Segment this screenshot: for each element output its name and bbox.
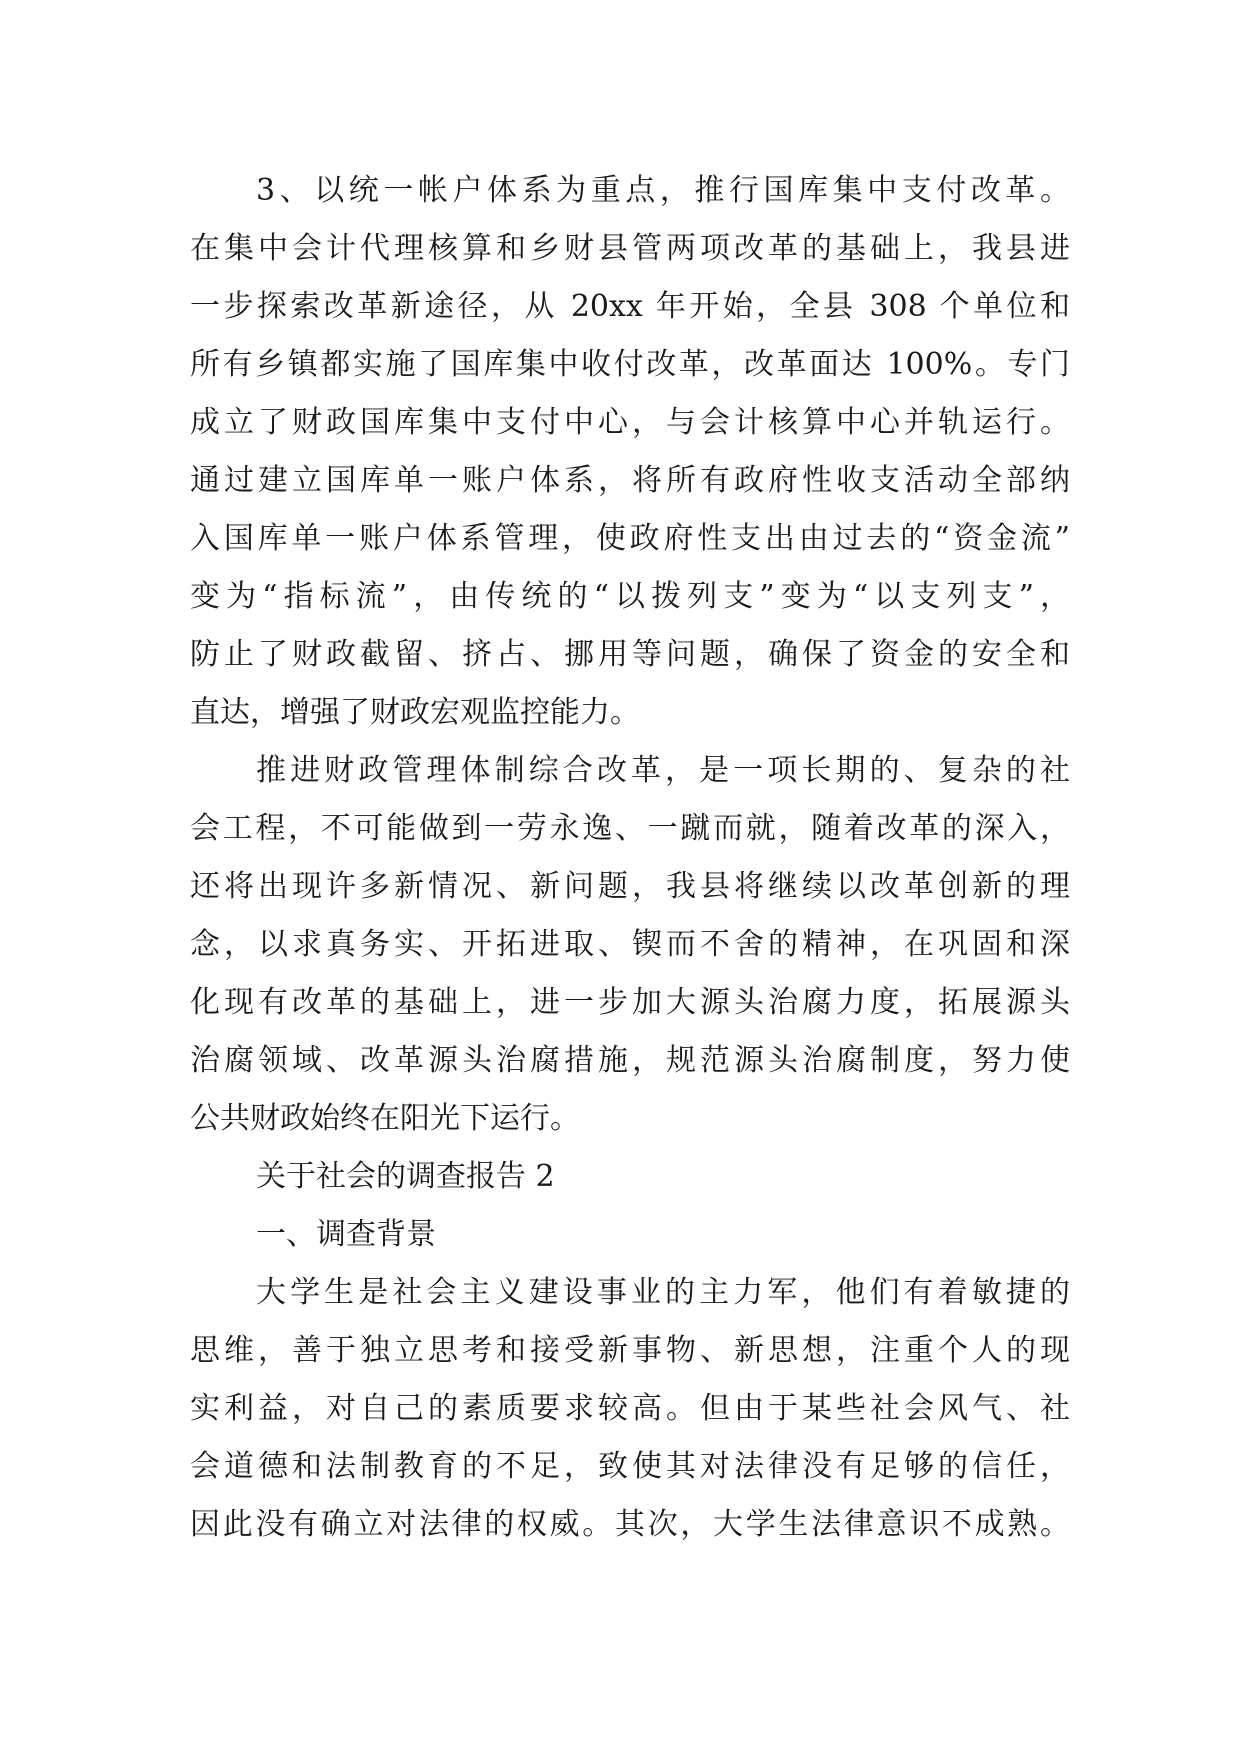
text-line: 一步探索改革新途径，从 20xx 年开始，全县 308 个单位和: [190, 289, 1070, 324]
text-line: 在集中会计代理核算和乡财县管两项改革的基础上，我县进: [190, 231, 1070, 266]
text-line: 会道德和法制教育的不足，致使其对法律没有足够的信任，: [190, 1449, 1070, 1484]
text-line: 思维，善于独立思考和接受新事物、新思想，注重个人的现: [190, 1333, 1070, 1368]
section-heading: 关于社会的调查报告 2: [256, 1159, 555, 1194]
text-line: 大学生是社会主义建设事业的主力军，他们有着敏捷的: [256, 1275, 1070, 1310]
text-line: 3、以统一帐户体系为重点，推行国库集中支付改革。: [256, 173, 1070, 208]
text-line: 因此没有确立对法律的权威。其次，大学生法律意识不成熟。: [190, 1507, 1070, 1542]
text-line: 会工程，不可能做到一劳永逸、一蹴而就，随着改革的深入，: [190, 811, 1070, 846]
text-line: 直达，增强了财政宏观监控能力。: [190, 695, 640, 730]
text-line: 化现有改革的基础上，进一步加大源头治腐力度，拓展源头: [190, 985, 1070, 1020]
text-line: 治腐领域、改革源头治腐措施，规范源头治腐制度，努力使: [190, 1043, 1070, 1078]
document-page: [190, 162, 1070, 1554]
text-line: 成立了财政国库集中支付中心，与会计核算中心并轨运行。: [190, 405, 1070, 440]
text-line: 实利益，对自己的素质要求较高。但由于某些社会风气、社: [190, 1391, 1070, 1426]
text-line: 还将出现许多新情况、新问题，我县将继续以改革创新的理: [190, 869, 1070, 904]
text-line: 防止了财政截留、挤占、挪用等问题，确保了资金的安全和: [190, 637, 1070, 672]
subsection-heading: 一、调查背景: [256, 1217, 436, 1252]
text-line: 推进财政管理体制综合改革，是一项长期的、复杂的社: [256, 753, 1070, 788]
text-line: 公共财政始终在阳光下运行。: [190, 1101, 580, 1136]
text-line: 变为“指标流”，由传统的“以拨列支”变为“以支列支”，: [190, 579, 1070, 614]
text-line: 入国库单一账户体系管理，使政府性支出由过去的“资金流”: [190, 521, 1070, 556]
text-line: 念，以求真务实、开拓进取、锲而不舍的精神，在巩固和深: [190, 927, 1070, 962]
text-line: 所有乡镇都实施了国库集中收付改革，改革面达 100%。专门: [190, 347, 1070, 382]
text-line: 通过建立国库单一账户体系，将所有政府性收支活动全部纳: [190, 463, 1070, 498]
